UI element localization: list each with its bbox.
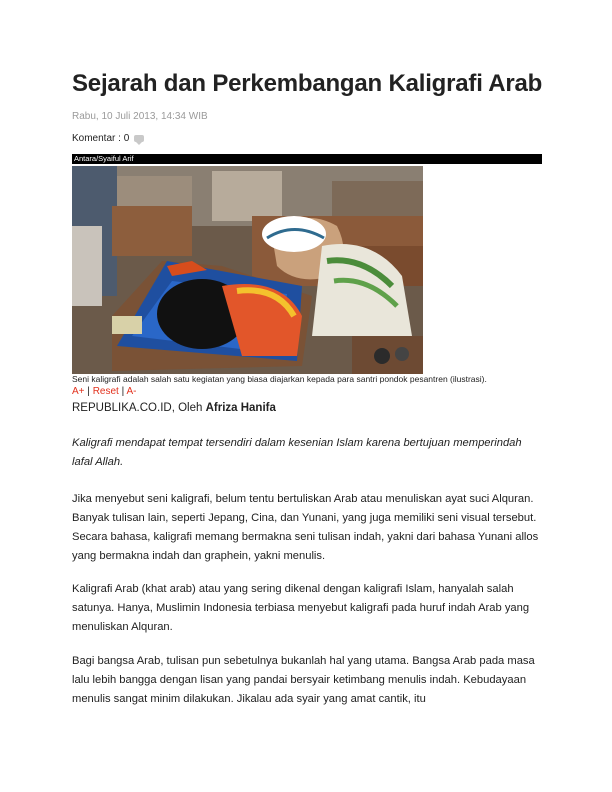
- byline-author: Afriza Hanifa: [205, 402, 276, 414]
- separator: |: [121, 386, 125, 397]
- font-reset-link[interactable]: Reset: [92, 386, 119, 397]
- font-decrease-link[interactable]: A-: [126, 386, 137, 397]
- byline: [72, 402, 276, 414]
- font-increase-link[interactable]: A+: [72, 386, 85, 397]
- comments-count[interactable]: [72, 133, 144, 144]
- calligraphy-student-photo: [72, 166, 423, 374]
- article-paragraph: Kaligrafi Arab (khat arab) atau yang sering dikenal dengan kaligrafi Islam, hanyalah salah satunya. Hanya, Muslimin Indonesia terbiasa menyebut kaligrafi pada huruf indah Arab yang menuliskan Alquran.: [72, 583, 530, 633]
- article-paragraph: Bagi bangsa Arab, tulisan pun sebetulnya bukanlah hal yang utama. Bangsa Arab pada masa lalu lebih bangga dengan lisan yang pandai bersyair ketimbang menulis indah. Kebudayaan menulis sangat minim dilakukan. Jikalau ada syair yang amat cantik, itu: [72, 655, 535, 705]
- photo-credit: Antara/Syaiful Arif: [72, 154, 542, 164]
- photo-caption: Seni kaligrafi adalah salah satu kegiatan yang biasa diajarkan kepada para santri pondok pesantren (ilustrasi).: [72, 374, 487, 384]
- separator: |: [87, 386, 90, 397]
- article-title: Sejarah dan Perkembangan Kaligrafi Arab: [72, 70, 543, 97]
- font-size-controls: [72, 386, 136, 397]
- byline-source: REPUBLIKA.CO.ID, Oleh: [72, 402, 203, 414]
- article-photo: [72, 166, 423, 374]
- comment-icon[interactable]: [134, 135, 144, 142]
- article-date: Rabu, 10 Juli 2013, 14:34 WIB: [72, 111, 208, 122]
- comments-label: Komentar : 0: [72, 133, 130, 144]
- article-paragraph: Jika menyebut seni kaligrafi, belum tentu bertuliskan Arab atau menuliskan ayat suci Alquran. Banyak tulisan lain, seperti Jepang, Cina, dan Yunani, yang juga memiliki seni visual tersebut. Secara bahasa, kaligrafi memang bermakna seni tulisan indah, yakni dari bahasa Yunani allos yang bermakna indah dan graphein, yakni menulis.: [72, 493, 539, 562]
- article-lead: Kaligrafi mendapat tempat tersendiri dalam kesenian Islam karena bertujuan memperindah lafal Allah.: [72, 437, 522, 468]
